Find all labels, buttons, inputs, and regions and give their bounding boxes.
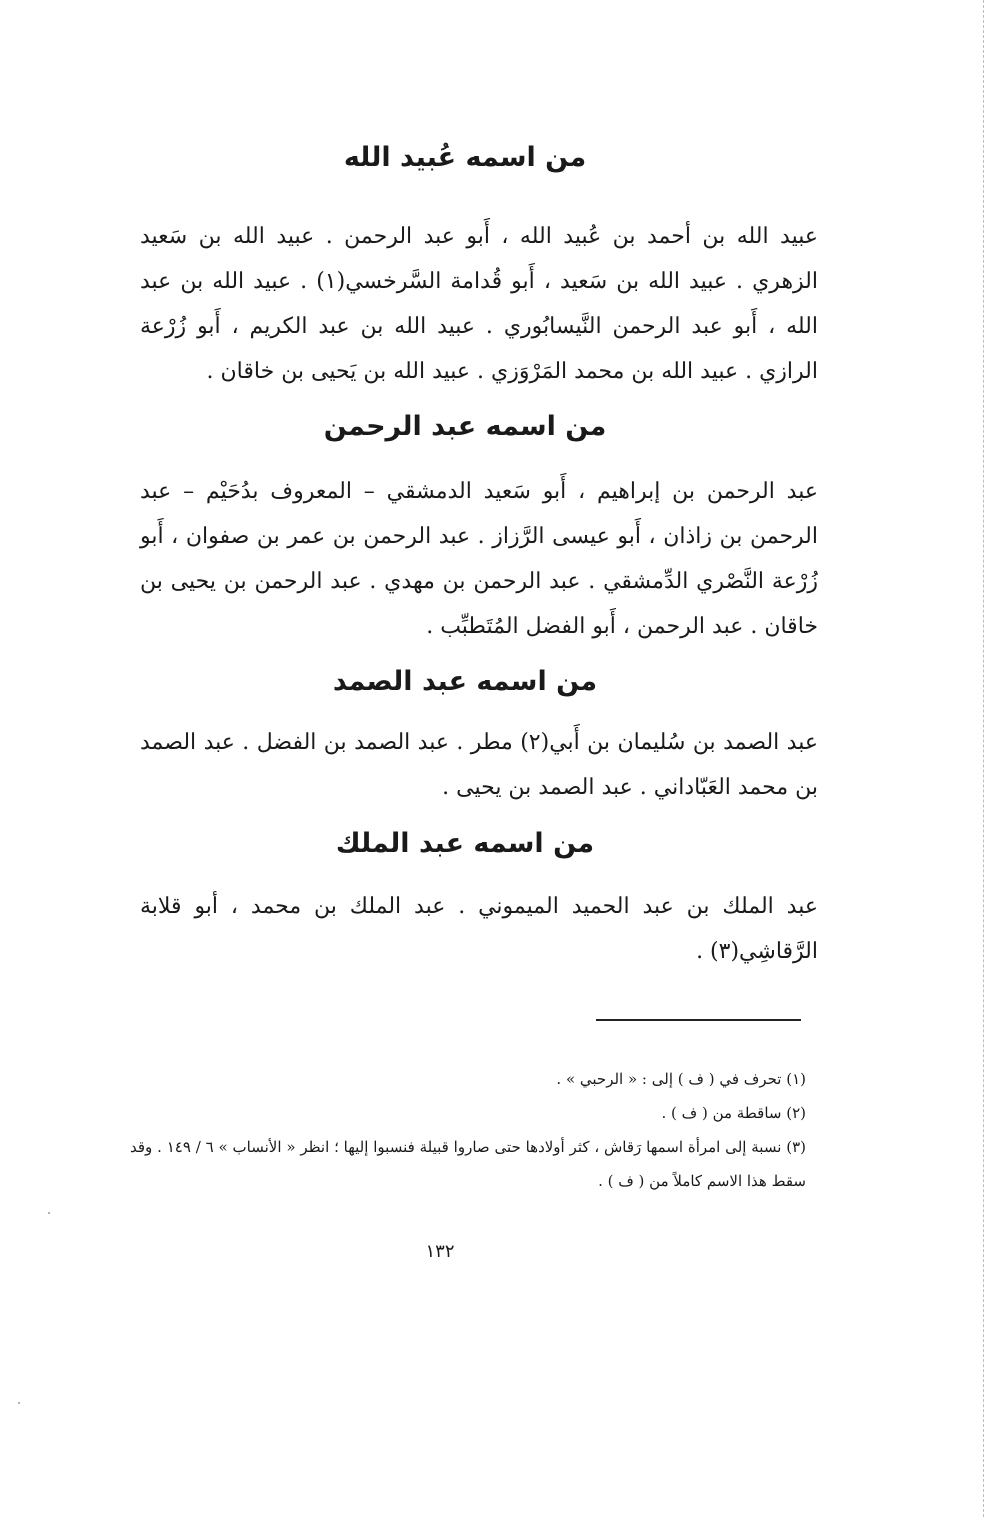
footnote-3: (٣) نسبة إلى امرأة اسمها رَقاش ، كثر أولادها حتى صاروا قبيلة فنسبوا إليها ؛ انظر « الأنساب » ٦ / ١٤٩ . وقد سقط هذا الاسم كاملاً من ( ف ) . — [130, 1138, 806, 1190]
scan-speck — [18, 1402, 20, 1404]
footnote-1: (١) تحرف في ( ف ) إلى : « الرحبي » . — [556, 1070, 806, 1088]
footnote-2: (٢) ساقطة من ( ف ) . — [661, 1104, 806, 1122]
section-body-abd-al-samad: عبد الصمد بن سُليمان بن أَبي(٢) مطر . عبد الصمد بن الفضل . عبد الصمد بن محمد العَبّاداني . عبد الصمد بن يحيى . — [140, 730, 818, 800]
section-body-abd-al-rahman: عبد الرحمن بن إبراهيم ، أَبو سَعيد الدمشقي – المعروف بدُحَيْم – عبد الرحمن بن زاذان ، أَبو عيسى الرَّزاز . عبد الرحمن بن عمر بن صفوان ، أَبو زُرْعة النَّصْري الدِّمشقي . عبد الرحمن بن مهدي . عبد الرحمن بن يحيى بن خاقان . عبد الرحمن ، أَبو الفضل المُتَطبِّب . — [140, 479, 818, 639]
section-heading-abd-al-rahman: من اسمه عبد الرحمن — [323, 411, 607, 442]
section-heading-abd-al-samad: من اسمه عبد الصمد — [332, 666, 598, 697]
section-body-abd-al-malik: عبد الملك بن عبد الحميد الميموني . عبد الملك بن محمد ، أبو قلابة الرَّقاشِي(٣) . — [140, 894, 818, 964]
page-number: ١٣٢ — [425, 1241, 455, 1262]
footnote-separator — [596, 1019, 801, 1021]
section-heading-ubaidallah: من اسمه عُبيد الله — [343, 142, 587, 173]
section-body-ubaidallah: عبيد الله بن أحمد بن عُبيد الله ، أَبو عبد الرحمن . عبيد الله بن سَعيد الزهري . عبيد الله بن سَعيد ، أَبو قُدامة السَّرخسي(١) . عبيد الله بن عبد الله ، أَبو عبد الرحمن النَّيسابُوري . عبيد الله بن عبد الكريم ، أَبو زُرْعة الرازي . عبيد الله بن محمد المَرْوَزي . عبيد الله بن يَحيى بن خاقان . — [140, 224, 818, 384]
scan-speck — [48, 1212, 50, 1214]
scan-edge-line — [983, 0, 984, 1517]
section-heading-abd-al-malik: من اسمه عبد الملك — [335, 828, 595, 859]
